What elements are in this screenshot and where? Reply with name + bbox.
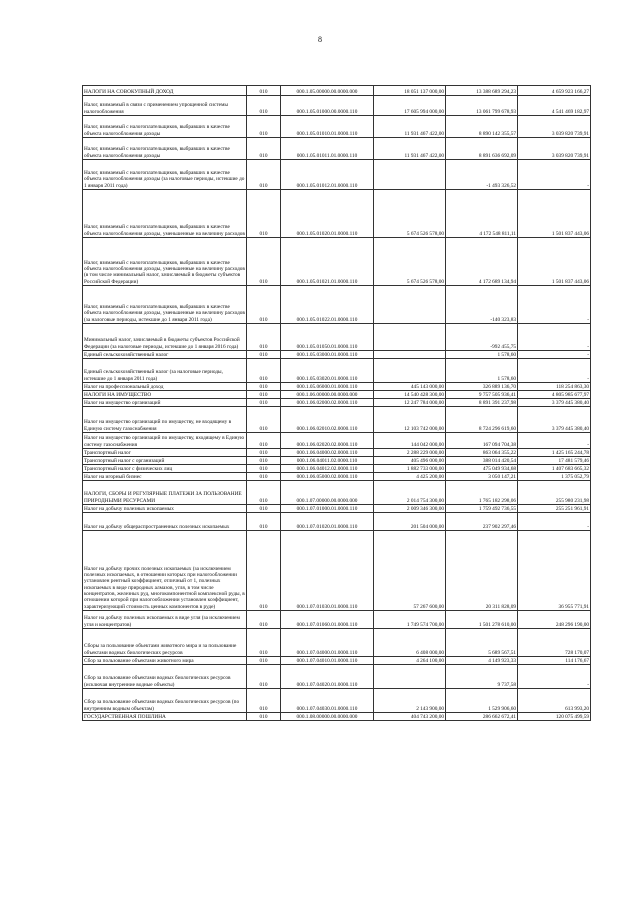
row-code-cell: 010 [247,465,281,473]
row-kbk-cell: 000.1.07.04030.01.0000.110 [281,689,374,713]
row-fact-cell: 1 529 906,60 [446,689,518,713]
table-row [83,96,591,116]
row-plan-cell: 1 749 574 700,00 [374,611,446,629]
row-fact-cell: 8 891 636 692,09 [446,138,518,160]
row-fact-cell: 20 311 828,09 [446,531,518,611]
row-rest-cell: 1 375 052,79 [518,473,591,481]
row-name-cell: Сбор за пользование объектами водных биологических ресурсов (по внутренним водным объектам) [83,689,247,713]
table-row [83,465,591,473]
row-name-cell: НАЛОГИ, СБОРЫ И РЕГУЛЯРНЫЕ ПЛАТЕЖИ ЗА ПОЛЬЗОВАНИЕ ПРИРОДНЫМИ РЕСУРСАМИ [83,481,247,505]
row-plan-cell: 11 931 467 422,00 [374,138,446,160]
row-fact-cell: 13 061 799 678,93 [446,96,518,116]
row-code-cell: 010 [247,531,281,611]
row-kbk-cell: 000.1.07.04020.01.0000.110 [281,665,374,689]
row-kbk-cell: 000.1.07.01030.01.0000.110 [281,531,374,611]
row-name-cell: Единый сельскохозяйственный налог [83,351,247,359]
row-kbk-cell: 000.1.08.00000.00.0000.000 [281,713,374,721]
row-rest-cell: 120 075 499,59 [518,713,591,721]
row-rest-cell: 248 296 190,00 [518,611,591,629]
row-kbk-cell: 000.1.05.01000.00.0000.110 [281,96,374,116]
row-plan-cell [374,665,446,689]
row-code-cell: 010 [247,160,281,190]
row-kbk-cell: 000.1.07.00000.00.0000.000 [281,481,374,505]
row-fact-cell: 388 014 420,54 [446,457,518,465]
row-name-cell: Налог, взимаемый с налогоплательщиков, выбравших в качестве объекта налогообложения доходы [83,116,247,138]
row-code-cell: 010 [247,238,281,286]
row-kbk-cell: 000.1.05.01011.01.0000.110 [281,138,374,160]
row-fact-cell: 475 049 934,68 [446,465,518,473]
table-row [83,351,591,359]
row-code-cell: 010 [247,481,281,505]
row-name-cell: Налог на добычу полезных ископаемых в виде угля (за исключением угля и концентратов) [83,611,247,629]
row-plan-cell [374,359,446,383]
row-name-cell: Минимальный налог, зачисляемый в бюджеты субъектов Российской Федерации (за налоговые периоды, истекшие до 1 января 2016 года) [83,324,247,351]
row-code-cell: 010 [247,433,281,449]
row-rest-cell: 3 379 445 380,40 [518,399,591,407]
row-code-cell: 010 [247,96,281,116]
row-rest-cell: 4 541 469 182,97 [518,96,591,116]
row-code-cell: 010 [247,286,281,324]
row-kbk-cell: 000.1.05.01010.01.0000.110 [281,116,374,138]
row-rest-cell: - [518,286,591,324]
row-fact-cell: 8 891 391 237,98 [446,399,518,407]
row-rest-cell: 3 039 820 739,91 [518,116,591,138]
row-plan-cell [374,160,446,190]
row-fact-cell: 8 724 296 619,60 [446,407,518,433]
table-row [83,359,591,383]
row-fact-cell: 286 662 672,41 [446,713,518,721]
row-rest-cell: 1 425 165 244,78 [518,449,591,457]
row-code-cell: 010 [247,399,281,407]
row-code-cell: 010 [247,665,281,689]
row-name-cell: Налог на игорный бизнес [83,473,247,481]
row-plan-cell: 6 408 000,00 [374,629,446,657]
row-plan-cell: 12 103 742 000,00 [374,407,446,433]
row-kbk-cell: 000.1.06.05000.02.0000.110 [281,473,374,481]
row-kbk-cell: 000.1.07.01060.01.0000.110 [281,611,374,629]
row-code-cell: 010 [247,505,281,513]
row-kbk-cell: 000.1.05.06000.01.0000.110 [281,383,374,391]
row-rest-cell: 255 980 231,98 [518,481,591,505]
row-kbk-cell: 000.1.06.02020.02.0000.110 [281,433,374,449]
row-name-cell: Налог на имущество организаций по имуществу, входящему в Единую систему газоснабжения [83,433,247,449]
row-name-cell: Налог на добычу прочих полезных ископаемых (за исключением полезных ископаемых, в отношении которых при налогообложении установлен рентный коэффициент, отличный от 1, полезных ископаемых в виде природных алмазов, угля, в том числе концентратов, железных руд, многокомпонентной комплексной руды, в отношении которой при налогообложении установлен коэффициент, характеризующий стоимость ценных компонентов в руде) [83,531,247,611]
row-kbk-cell: 000.1.07.04010.01.0000.110 [281,657,374,665]
row-kbk-cell: 000.1.06.00000.00.0000.000 [281,391,374,399]
row-fact-cell: 237 902 297,46 [446,513,518,531]
row-code-cell: 010 [247,457,281,465]
row-name-cell: НАЛОГИ НА ИМУЩЕСТВО [83,391,247,399]
row-plan-cell: 2 288 229 000,00 [374,449,446,457]
row-rest-cell: 1 407 683 665,32 [518,465,591,473]
table-row [83,324,591,351]
row-fact-cell: 863 064 355,22 [446,449,518,457]
row-rest-cell: - [518,160,591,190]
row-name-cell: Сборы за пользование объектами животного мира и за пользование объектами водных биологических ресурсов [83,629,247,657]
row-rest-cell: - [518,513,591,531]
row-plan-cell [374,286,446,324]
table-row [83,657,591,665]
row-code-cell: 010 [247,657,281,665]
row-name-cell: Налог на профессиональный доход [83,383,247,391]
row-kbk-cell: 000.1.05.01021.01.0000.110 [281,238,374,286]
row-name-cell: Налог, взимаемый с налогоплательщиков, выбравших в качестве объекта налогообложения доходы [83,138,247,160]
table-row [83,190,591,238]
table-row [83,433,591,449]
row-code-cell: 010 [247,138,281,160]
row-fact-cell: 3 050 147,21 [446,473,518,481]
row-plan-cell: 404 743 200,00 [374,713,446,721]
row-rest-cell: 36 955 771,91 [518,531,591,611]
row-name-cell: Налог, взимаемый с налогоплательщиков, выбравших в качестве объекта налогообложения доходы (за налоговые периоды, истекшие до 1 января 2011 года) [83,160,247,190]
row-fact-cell: 1 578,60 [446,351,518,359]
row-plan-cell: 405 496 000,00 [374,457,446,465]
row-plan-cell: 2 143 900,00 [374,689,446,713]
row-code-cell: 010 [247,513,281,531]
row-name-cell: Налог на имущество организаций по имуществу, не входящему в Единую систему газоснабжения [83,407,247,433]
row-fact-cell: 1 759 492 736,55 [446,505,518,513]
row-rest-cell: 1 501 837 443,06 [518,238,591,286]
row-plan-cell: 11 931 467 422,00 [374,116,446,138]
row-plan-cell: 12 247 784 000,00 [374,399,446,407]
row-kbk-cell: 000.1.05.03000.01.0000.110 [281,351,374,359]
row-rest-cell: - [518,359,591,383]
row-rest-cell: - [518,351,591,359]
row-rest-cell: 613 993,20 [518,689,591,713]
row-rest-cell: 255 251 961,91 [518,505,591,513]
row-name-cell: Налог, взимаемый с налогоплательщиков, выбравших в качестве объекта налогообложения доходы, уменьшенные на величину расходов [83,190,247,238]
row-rest-cell: 4 659 923 166,27 [518,86,591,96]
table-row [83,399,591,407]
row-kbk-cell: 000.1.07.01000.01.0000.110 [281,505,374,513]
revenue-table [82,85,591,721]
row-kbk-cell: 000.1.07.01020.01.0000.110 [281,513,374,531]
row-code-cell: 010 [247,713,281,721]
row-kbk-cell: 000.1.05.03020.01.0000.110 [281,359,374,383]
table-row [83,713,591,721]
row-plan-cell: 4 264 100,00 [374,657,446,665]
row-name-cell: Единый сельскохозяйственный налог (за налоговые периоды, истекшие до 1 января 2011 года) [83,359,247,383]
row-plan-cell: 445 143 000,00 [374,383,446,391]
row-plan-cell: 2 014 754 300,00 [374,481,446,505]
row-plan-cell: 5 674 526 578,00 [374,238,446,286]
row-rest-cell: 114 176,67 [518,657,591,665]
table-row [83,160,591,190]
row-rest-cell: 1 501 837 443,06 [518,190,591,238]
table-row [83,116,591,138]
row-code-cell: 010 [247,324,281,351]
row-rest-cell: 3 039 820 739,91 [518,138,591,160]
row-fact-cell: 1 765 182 298,06 [446,481,518,505]
row-fact-cell: 13 388 689 294,23 [446,86,518,96]
row-kbk-cell: 000.1.05.01012.01.0000.110 [281,160,374,190]
row-code-cell: 010 [247,391,281,399]
row-name-cell: Транспортный налог с физических лиц [83,465,247,473]
row-plan-cell [374,351,446,359]
row-name-cell: Сбор за пользование объектами животного мира [83,657,247,665]
row-fact-cell: 4 172 548 811,11 [446,190,518,238]
table-row [83,138,591,160]
row-plan-cell: 57 267 600,00 [374,531,446,611]
row-kbk-cell: 000.1.06.02000.02.0000.110 [281,399,374,407]
table-row [83,286,591,324]
row-plan-cell: 4 425 200,00 [374,473,446,481]
page-number: 8 [318,35,322,44]
row-plan-cell: 5 674 526 578,00 [374,190,446,238]
row-plan-cell: 17 605 994 000,00 [374,96,446,116]
row-kbk-cell: 000.1.05.01022.01.0000.110 [281,286,374,324]
row-rest-cell: 728 170,07 [518,629,591,657]
row-kbk-cell: 000.1.07.04000.01.0000.110 [281,629,374,657]
table-row [83,86,591,96]
row-code-cell: 010 [247,449,281,457]
row-name-cell: Транспортный налог [83,449,247,457]
table-row [83,383,591,391]
row-code-cell: 010 [247,629,281,657]
row-plan-cell: 144 042 000,00 [374,433,446,449]
row-fact-cell: 4 149 923,33 [446,657,518,665]
table-row [83,407,591,433]
row-code-cell: 010 [247,116,281,138]
row-name-cell: Налог, взимаемый с налогоплательщиков, выбравших в качестве объекта налогообложения доходы, уменьшенные на величину расходов (за налоговые периоды, истекшие до 1 января 2011 года) [83,286,247,324]
row-fact-cell: -992 455,75 [446,324,518,351]
table-row [83,689,591,713]
row-code-cell: 010 [247,351,281,359]
row-name-cell: Налог на имущество организаций [83,399,247,407]
row-kbk-cell: 000.1.06.04012.02.0000.110 [281,465,374,473]
row-plan-cell: 1 882 733 000,00 [374,465,446,473]
table-row [83,391,591,399]
row-rest-cell: - [518,433,591,449]
row-code-cell: 010 [247,359,281,383]
table-row [83,505,591,513]
row-fact-cell: -140 323,83 [446,286,518,324]
row-kbk-cell: 000.1.05.00000.00.0000.000 [281,86,374,96]
row-rest-cell: 3 379 445 380,40 [518,407,591,433]
row-plan-cell: 14 540 428 300,00 [374,391,446,399]
row-code-cell: 010 [247,383,281,391]
row-rest-cell: - [518,665,591,689]
row-name-cell: Налог на добычу общераспространенных полезных ископаемых [83,513,247,531]
table-row [83,481,591,505]
table-row [83,531,591,611]
row-name-cell: Транспортный налог с организаций [83,457,247,465]
row-fact-cell: 8 890 142 355,57 [446,116,518,138]
row-name-cell: Налог, взимаемый в связи с применением упрощенной системы налогообложения [83,96,247,116]
row-fact-cell: 1 578,60 [446,359,518,383]
row-kbk-cell: 000.1.06.02010.02.0000.110 [281,407,374,433]
row-plan-cell: 2 009 346 300,00 [374,505,446,513]
row-plan-cell: 201 504 000,00 [374,513,446,531]
row-name-cell: ГОСУДАРСТВЕННАЯ ПОШЛИНА [83,713,247,721]
row-rest-cell: 4 805 985 677,97 [518,391,591,399]
row-plan-cell: 18 051 137 000,00 [374,86,446,96]
table-row [83,473,591,481]
row-code-cell: 010 [247,86,281,96]
row-code-cell: 010 [247,611,281,629]
row-code-cell: 010 [247,407,281,433]
row-plan-cell [374,324,446,351]
table-row [83,449,591,457]
row-fact-cell: 326 889 136,70 [446,383,518,391]
row-rest-cell: 118 254 863,30 [518,383,591,391]
table-row [83,665,591,689]
row-fact-cell: 9 737,58 [446,665,518,689]
row-code-cell: 010 [247,190,281,238]
row-kbk-cell: 000.1.06.04000.02.0000.110 [281,449,374,457]
row-fact-cell: 167 094 704,38 [446,433,518,449]
table-row [83,611,591,629]
row-fact-cell: 4 172 689 134,94 [446,238,518,286]
table-row [83,513,591,531]
row-kbk-cell: 000.1.06.04011.02.0000.110 [281,457,374,465]
row-fact-cell: 5 689 567,51 [446,629,518,657]
row-code-cell: 010 [247,473,281,481]
row-fact-cell: 1 501 278 610,00 [446,611,518,629]
table-row [83,238,591,286]
table-row [83,629,591,657]
row-rest-cell: 17 481 579,46 [518,457,591,465]
row-name-cell: НАЛОГИ НА СОВОКУПНЫЙ ДОХОД [83,86,247,96]
row-rest-cell: - [518,324,591,351]
row-name-cell: Налог, взимаемый с налогоплательщиков, выбравших в качестве объекта налогообложения доходы, уменьшенные на величину расходов (в том числе минимальный налог, зачисляемый в бюджеты субъектов Российской Федерации) [83,238,247,286]
row-code-cell: 010 [247,689,281,713]
row-kbk-cell: 000.1.05.01050.01.0000.110 [281,324,374,351]
row-name-cell: Налог на добычу полезных ископаемых [83,505,247,513]
table-row [83,457,591,465]
row-name-cell: Сбор за пользование объектами водных биологических ресурсов (исключая внутренние водные объекты) [83,665,247,689]
row-fact-cell: -1 493 326,52 [446,160,518,190]
row-fact-cell: 9 757 505 936,41 [446,391,518,399]
row-kbk-cell: 000.1.05.01020.01.0000.110 [281,190,374,238]
